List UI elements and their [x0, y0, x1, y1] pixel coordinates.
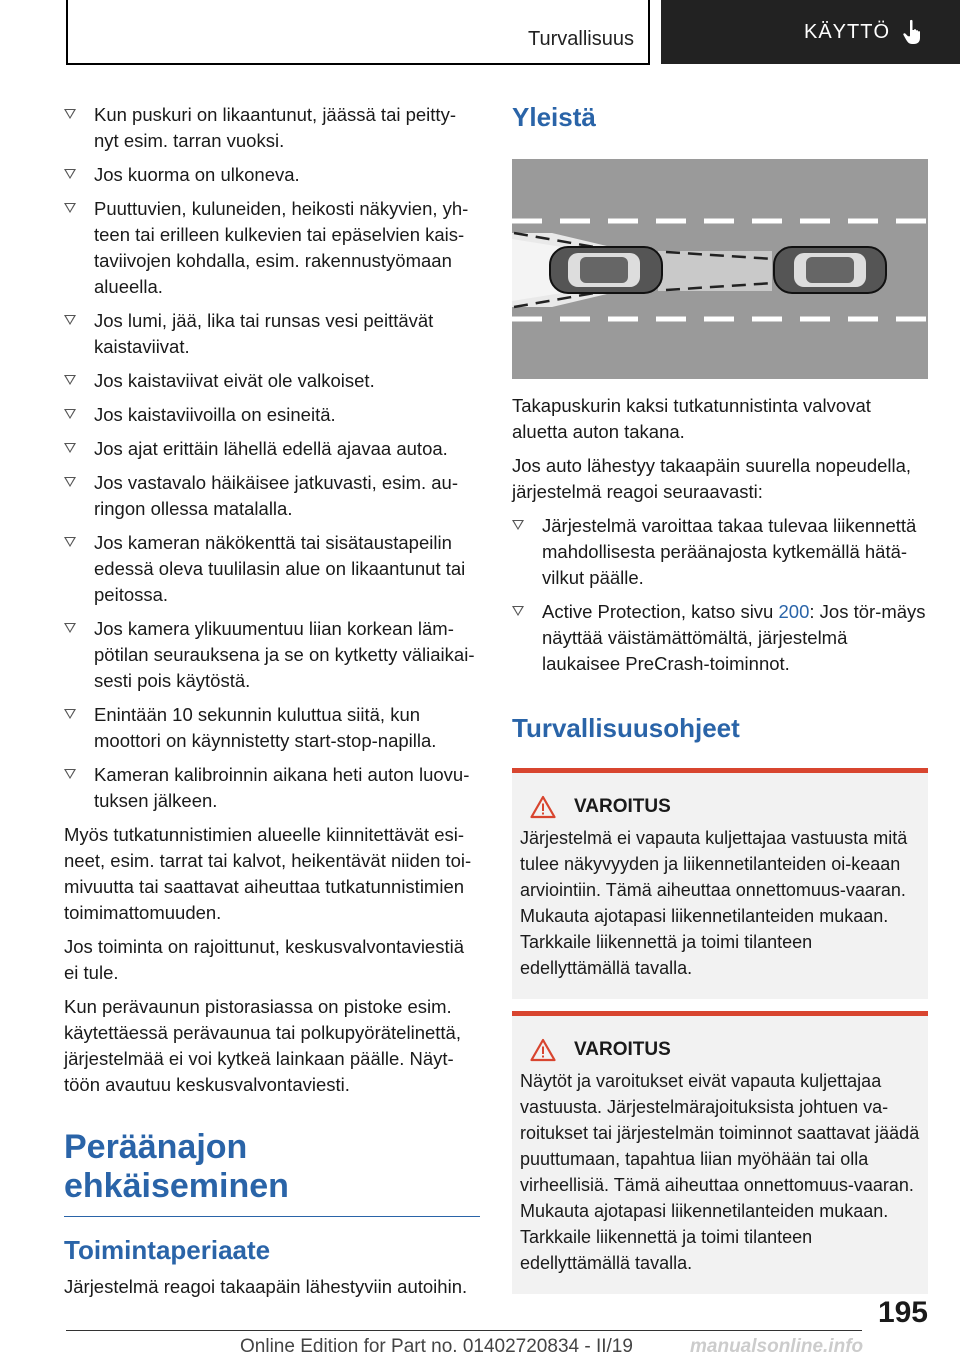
- figure-caption: Takapuskurin kaksi tutkatunnistinta valvovat aluetta auton takana.: [512, 395, 871, 442]
- footer-edition: Online Edition for Part no. 01402720834 - II/19: [240, 1336, 633, 1357]
- list-item: Kun puskuri on likaantunut, jäässä tai peitty-nyt esim. tarran vuoksi.: [64, 102, 480, 154]
- list-item: Jos vastavalo häikäisee jatkuvasti, esim. au-ringon ollessa matalalla.: [64, 470, 480, 522]
- triangle-bullet-icon: [64, 769, 76, 779]
- header-chapter-tab[interactable]: [661, 0, 960, 64]
- paragraph: Kun perävaunun pistorasiassa on pistoke esim. käytettäessä perävaunua tai polkupyörätelinettä, järjestelmää ei voi kytkeä lainkaan päälle. Näyt-töön avautuu keskusvalvontaviesti.: [64, 996, 461, 1095]
- list-item: Kameran kalibroinnin aikana heti auton luovu-tuksen jälkeen.: [64, 762, 480, 814]
- pointing-hand-icon: [902, 19, 924, 45]
- paragraph: Jos auto lähestyy takaapäin suurella nopeudella, järjestelmä reagoi seuraavasti:: [512, 455, 912, 502]
- page-number: 195: [877, 1296, 928, 1329]
- rear-radar-diagram: [512, 159, 928, 379]
- page-link[interactable]: 200: [778, 601, 810, 622]
- warning-text: Järjestelmä ei vapauta kuljettajaa vastuusta mitä tulee näkyvyyden ja liikennetilanteiden oi-keaan arviointiin. Tämä aiheuttaa onnettomuus-vaaran. Mukauta ajotapasi liikennetilanteiden mukaan. Tarkkaile liikennettä ja toimi tilanteen edellyttämällä tavalla.: [520, 828, 908, 978]
- header-chapter-label: KÄYTTÖ: [803, 20, 890, 43]
- triangle-bullet-icon: [64, 169, 76, 179]
- list-item: Jos kameran näkökenttä tai sisätaustapeilin edessä oleva tuulilasin alue on likaantunut tai peitossa.: [64, 530, 480, 608]
- warning-triangle-icon: [530, 795, 556, 819]
- reaction-list: [512, 513, 928, 677]
- triangle-bullet-icon: [512, 520, 524, 530]
- right-column: [512, 102, 928, 1306]
- list-item: Puuttuvien, kuluneiden, heikosti näkyvien, yh-teen tai erilleen kulkevien tai epäselvien kais-taviivojen kohdalla, esim. rakennustyömaan alueella.: [64, 196, 480, 300]
- triangle-bullet-icon: [64, 443, 76, 453]
- list-item: Jos kuorma on ulkoneva.: [64, 162, 480, 188]
- warning-title: VAROITUS: [520, 795, 920, 819]
- warning-box: [512, 1011, 928, 1294]
- paragraph: Myös tutkatunnistimien alueelle kiinnitettävät esi-neet, esim. tarrat tai kalvot, heikentävät niiden toi-mivuutta tai saattavat aiheuttaa tutkatunnistimien toimimattomuuden.: [64, 824, 472, 923]
- warning-box: [512, 768, 928, 999]
- triangle-bullet-icon: [64, 477, 76, 487]
- header-section-title: Turvallisuus: [528, 28, 634, 50]
- list-item: Enintään 10 sekunnin kuluttua siitä, kun moottori on käynnistetty start-stop-napilla.: [64, 702, 480, 754]
- header-right-rule: [648, 0, 650, 64]
- paragraph: Järjestelmä reagoi takaapäin lähestyviin autoihin.: [64, 1276, 468, 1297]
- radar-illustration: [512, 159, 928, 379]
- subsection-heading: Toimintaperiaate: [64, 1235, 271, 1265]
- triangle-bullet-icon: [64, 709, 76, 719]
- list-item: Jos kaistaviivoilla on esineitä.: [64, 402, 480, 428]
- triangle-bullet-icon: [64, 203, 76, 213]
- header-bottom-rule: [66, 63, 650, 65]
- list-item: Järjestelmä varoittaa takaa tulevaa liikennettä mahdollisesta peräänajosta kytkemällä hätä-vilkut päälle.: [512, 513, 928, 591]
- triangle-bullet-icon: [64, 409, 76, 419]
- subsection-heading-safety: Turvallisuusohjeet: [512, 713, 740, 743]
- left-column: [64, 102, 480, 1308]
- list-item: Jos lumi, jää, lika tai runsas vesi peittävät kaistaviivat.: [64, 308, 480, 360]
- list-item: Jos ajat erittäin lähellä edellä ajavaa autoa.: [64, 436, 480, 462]
- own-car-icon: [550, 247, 662, 293]
- list-item: Jos kamera ylikuumentuu liian korkean läm-pötilan seurauksena ja se on kytketty väliaikai-sesti pois käytöstä.: [64, 616, 480, 694]
- triangle-bullet-icon: [64, 375, 76, 385]
- triangle-bullet-icon: [64, 623, 76, 633]
- warning-title: VAROITUS: [520, 1038, 920, 1062]
- list-item: Jos kaistaviivat eivät ole valkoiset.: [64, 368, 480, 394]
- footer-watermark: manualsonline.info: [690, 1336, 864, 1357]
- section-heading: Peräänajon ehkäiseminen: [64, 1128, 480, 1217]
- subsection-heading-general: Yleistä: [512, 102, 596, 132]
- warning-text: Näytöt ja varoitukset eivät vapauta kuljettajaa vastuusta. Järjestelmärajoituksista johtuen va-roitukset tai järjestelmän toiminnot saattavat jäädä puuttumaan, tapahtua liian myöhään tai olla virheellisiä. Tämä aiheuttaa onnettomuus-vaaran. Mukauta ajotapasi liikennetilanteiden mukaan. Tarkkaile liikennettä ja toimi tilanteen edellyttämällä tavalla.: [520, 1071, 920, 1273]
- footer-rule: [66, 1330, 862, 1331]
- warning-triangle-icon: [530, 1038, 556, 1062]
- triangle-bullet-icon: [64, 315, 76, 325]
- triangle-bullet-icon: [512, 606, 524, 616]
- list-item: Active Protection, katso sivu 200: Jos tör-mäys näyttää väistämättömältä, järjestelmä laukaisee PreCrash-toiminnot.: [512, 599, 928, 677]
- triangle-bullet-icon: [64, 537, 76, 547]
- approaching-car-icon: [774, 247, 886, 293]
- limitations-list: [64, 102, 480, 814]
- paragraph: Jos toiminta on rajoittunut, keskusvalvontaviestiä ei tule.: [64, 936, 465, 983]
- header-left-rule: [66, 0, 68, 64]
- triangle-bullet-icon: [64, 109, 76, 119]
